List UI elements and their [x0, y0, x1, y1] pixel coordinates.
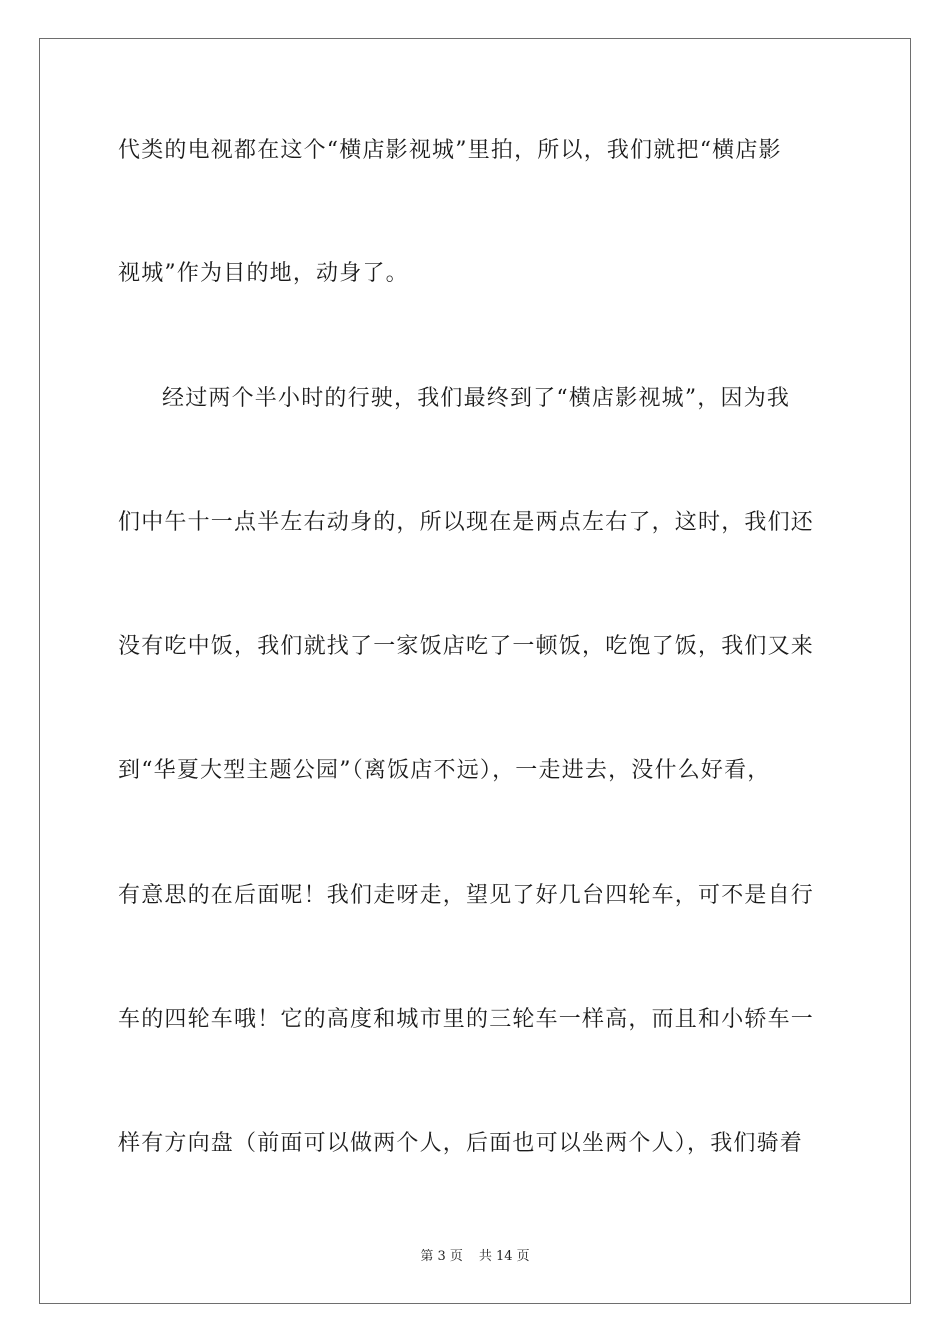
- page-footer: [0, 1249, 950, 1265]
- paragraph-line: 没有吃中饭，我们就找了一家饭店吃了一顿饭，吃饱了饭，我们又来: [118, 634, 815, 659]
- paragraph-line: 代类的电视都在这个“横店影视城”里拍，所以，我们就把“横店影: [118, 138, 782, 163]
- paragraph-line: 样有方向盘（前面可以做两个人，后面也可以坐两个人），我们骑着: [118, 1131, 804, 1156]
- paragraph-first-line: 经过两个半小时的行驶，我们最终到了“横店影视城”，因为我: [162, 386, 791, 411]
- page-border: [39, 38, 911, 1304]
- page-number: 第 3 页: [420, 1249, 463, 1264]
- paragraph-line: 车的四轮车哦！它的高度和城市里的三轮车一样高，而且和小轿车一: [118, 1007, 815, 1032]
- paragraph-line: 们中午十一点半左右动身的，所以现在是两点左右了，这时，我们还: [118, 510, 815, 535]
- paragraph-line: 到“华夏大型主题公园”（离饭店不远），一走进去，没什么好看，: [118, 758, 771, 783]
- paragraph-line: 视城”作为目的地，动身了。: [118, 261, 409, 286]
- total-pages: 共 14 页: [478, 1249, 530, 1264]
- paragraph-line: 有意思的在后面呢！我们走呀走，望见了好几台四轮车，可不是自行: [118, 883, 815, 908]
